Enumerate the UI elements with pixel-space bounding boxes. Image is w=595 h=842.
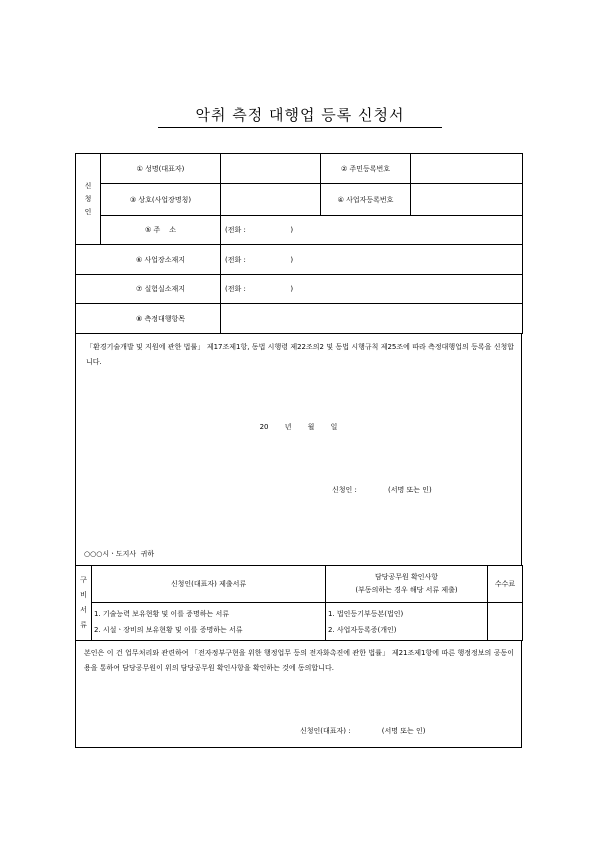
office-location-label: ⑥ 사업장소재지 <box>76 245 221 275</box>
title-underline <box>158 127 442 128</box>
official-doc-2: 2. 사업자등록증(개인) <box>328 625 397 634</box>
side-char-2: 청 <box>84 194 92 203</box>
doc-side-char-2: 비 <box>80 591 87 599</box>
applicant-docs-cell <box>92 603 326 641</box>
consent-text: 본인은 이 건 업무처리와 관련하여 「전자정부구현을 위한 행정업무 등의 전자화촉진에 관한 법률」 제21조제1항에 따른 행정정보의 공동이용을 통하여 담당공무원이 위의 담당공무원 확인사항을 확인하는 것에 동의합니다. <box>84 649 514 672</box>
form-title: 악취 측정 대행업 등록 신청서 <box>195 106 405 124</box>
applicant-side-label <box>76 154 101 245</box>
documents-side-label <box>76 566 92 641</box>
official-header-line1: 담당공무원 확인사항 <box>374 573 439 581</box>
application-date: 20 년 월 일 <box>259 423 338 431</box>
trade-name-field[interactable] <box>221 184 321 216</box>
name-label: ① 성명(대표자) <box>101 154 221 184</box>
lab-phone: (전화 : ) <box>225 285 294 293</box>
applicant-doc-1: 1. 기술능력 보유현황 및 이를 증명하는 서류 <box>94 609 229 618</box>
resident-no-label: ② 주민등록번호 <box>321 154 411 184</box>
doc-side-char-1: 구 <box>80 576 87 584</box>
lab-location-field[interactable] <box>221 275 523 304</box>
address-field[interactable] <box>221 216 523 245</box>
official-doc-1: 1. 법인등기부등본(법인) <box>328 609 404 618</box>
address-phone: (전화 : ) <box>225 226 294 234</box>
declaration-text: 「환경기술개발 및 지원에 관한 법률」 제17조제1항, 동법 시행령 제22조의2 및 동법 시행규칙 제25조에 따라 측정대행업의 등록을 신청합니다. <box>86 343 514 366</box>
applicant-doc-2: 2. 시설ㆍ장비의 보유현황 및 이를 증명하는 서류 <box>94 625 243 634</box>
applicant-table <box>75 153 523 334</box>
consent-box <box>75 640 522 748</box>
office-phone: (전화 : ) <box>225 255 294 264</box>
business-no-label: ④ 사업자등록번호 <box>321 184 411 216</box>
doc-side-char-3: 서 <box>80 606 87 614</box>
fee-header: 수수료 <box>488 566 523 603</box>
lab-location-label: ⑦ 실험실소재지 <box>76 275 221 304</box>
applicant-docs-header: 신청인(대표자) 제출서류 <box>92 566 326 603</box>
declaration-signer: 신청인 : (서명 또는 인) <box>332 486 432 494</box>
measurement-items-label: ⑧ 측정대행항목 <box>76 304 221 334</box>
addressee: ○○○시ㆍ도지사 귀하 <box>84 550 155 558</box>
business-no-field[interactable] <box>411 184 523 216</box>
documents-table <box>75 565 523 641</box>
declaration-box <box>75 333 522 566</box>
name-field[interactable] <box>221 154 321 184</box>
official-header-line2: (부동의하는 경우 해당 서류 제출) <box>355 586 458 594</box>
fee-cell[interactable] <box>488 603 523 641</box>
consent-signer: 신청인(대표자) : (서명 또는 인) <box>300 727 426 735</box>
resident-no-field[interactable] <box>411 154 523 184</box>
office-location-field[interactable] <box>221 245 523 275</box>
side-char-1: 신 <box>84 181 92 190</box>
measurement-items-field[interactable] <box>221 304 523 334</box>
address-label: ⑤ 주 소 <box>101 216 221 245</box>
side-char-3: 인 <box>84 207 92 216</box>
trade-name-label: ③ 상호(사업장명칭) <box>101 184 221 216</box>
official-docs-header <box>326 566 488 603</box>
doc-side-char-4: 류 <box>80 621 87 629</box>
official-docs-cell <box>326 603 488 641</box>
